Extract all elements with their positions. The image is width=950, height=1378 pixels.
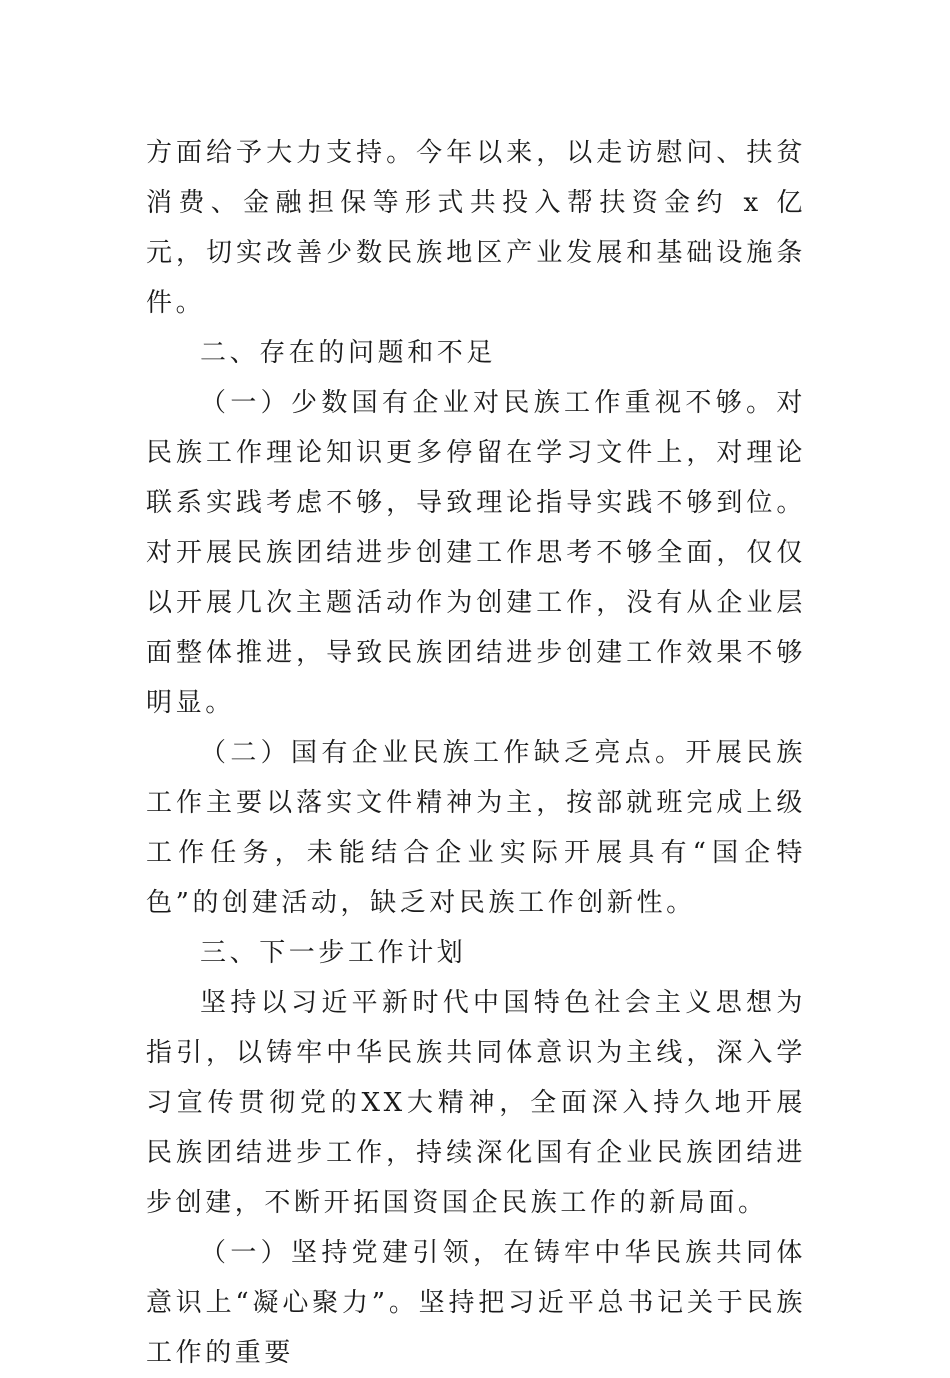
paragraph-problem-1: （一）少数国有企业对民族工作重视不够。对民族工作理论知识更多停留在学习文件上，对理论联系实践考虑不够，导致理论指导实践不够到位。对开展民族团结进步创建工作思考不够全面，仅仅以开展几次主题活动作为创建工作，没有从企业层面整体推进，导致民族团结进步创建工作效果不够明显。 [146,388,806,718]
section-heading-problems: 二、存在的问题和不足 [200,338,497,368]
paragraph-support-funding: 方面给予大力支持。今年以来，以走访慰问、扶贫消费、金融担保等形式共投入帮扶资金约 x 亿元，切实改善少数民族地区产业发展和基础设施条件。 [146,138,806,318]
paragraph-plan-intro: 坚持以习近平新时代中国特色社会主义思想为指引，以铸牢中华民族共同体意识为主线，深入学习宣传贯彻党的XX大精神，全面深入持久地开展民族团结进步工作，持续深化国有企业民族团结进步创建，不断开拓国资国企民族工作的新局面。 [146,988,806,1218]
document-body [146,128,806,1378]
paragraph-plan-1: （一）坚持党建引领，在铸牢中华民族共同体意识上“凝心聚力”。坚持把习近平总书记关于民族工作的重要 [146,1238,806,1368]
section-heading-next-plan: 三、下一步工作计划 [200,938,467,968]
paragraph-problem-2: （二）国有企业民族工作缺乏亮点。开展民族工作主要以落实文件精神为主，按部就班完成上级工作任务，未能结合企业实际开展具有“国企特色”的创建活动，缺乏对民族工作创新性。 [146,738,806,918]
